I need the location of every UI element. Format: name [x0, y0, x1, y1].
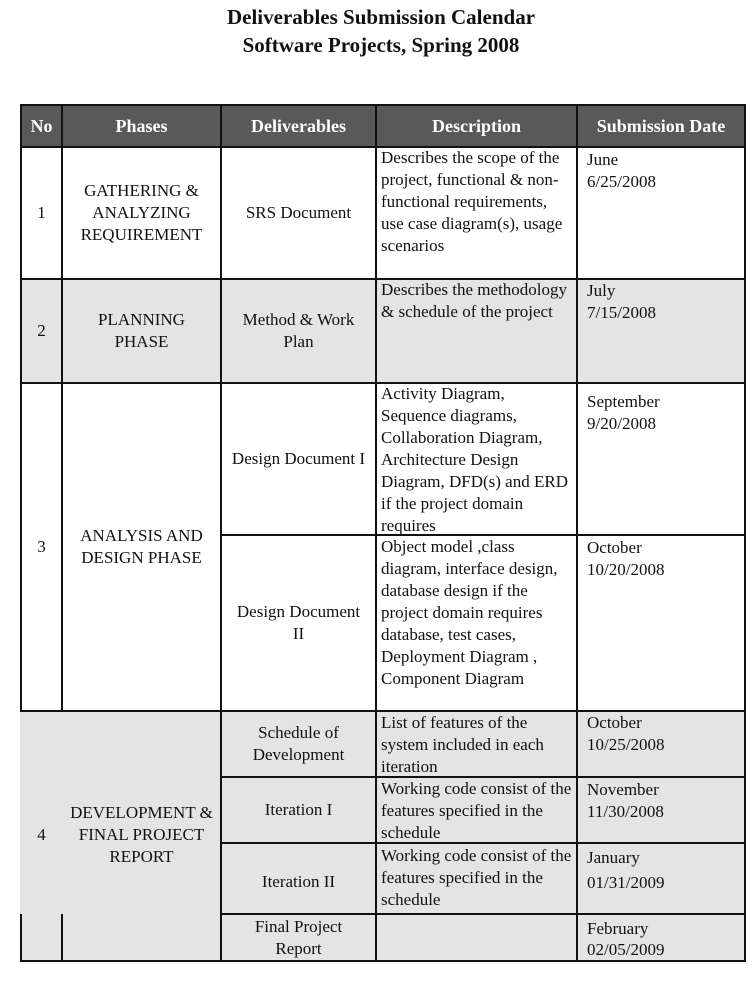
submission-date: 6/25/2008: [587, 172, 656, 191]
submission-month: September: [587, 392, 660, 411]
document-subtitle: Software Projects, Spring 2008: [242, 33, 520, 57]
deliverable-cell: Iteration II: [261, 871, 336, 891]
description-cell: [377, 915, 576, 960]
description-cell: Object model ,class diagram, interface design, database design if the project domain requires database, test cases, Deployment Diagram , Component Diagram: [381, 537, 558, 688]
submission-date: 10/20/2008: [587, 560, 665, 579]
phase-name: ANALYSIS AND DESIGN PHASE: [80, 526, 203, 567]
submission-date: 01/31/2009: [587, 873, 665, 892]
description-cell: Describes the scope of the project, functional & non-functional requirements, use case diagram(s), usage scenarios: [381, 148, 563, 255]
submission-month: November: [587, 780, 659, 799]
header-deliverables: Deliverables: [251, 116, 346, 136]
document-title: Deliverables Submission Calendar: [226, 5, 536, 29]
description-cell: Working code consist of the features specified in the schedule: [381, 779, 572, 842]
submission-date: 11/30/2008: [587, 802, 664, 821]
phase-name: PLANNING PHASE: [98, 310, 185, 351]
column-divider: [61, 914, 63, 962]
phase-name: GATHERING & ANALYZING REQUIREMENT: [80, 181, 203, 244]
submission-month: October: [587, 538, 642, 557]
phase-number: 3: [37, 537, 46, 556]
deliverable-cell: Iteration I: [264, 800, 333, 819]
column-divider: [20, 914, 22, 962]
phase-number: 1: [37, 203, 46, 222]
submission-month: January: [587, 848, 640, 867]
table-border-right: [744, 104, 746, 962]
deliverable-cell: Design Document II: [236, 602, 361, 643]
header-description: Description: [432, 116, 521, 136]
submission-date: 7/15/2008: [587, 303, 656, 322]
description-cell: Activity Diagram, Sequence diagrams, Collaboration Diagram, Architecture Design Diagram, DFD(s) and ERD if the project domain requires: [381, 384, 568, 535]
header-submission-date: Submission Date: [596, 116, 726, 136]
deliverable-cell: Final Project Report: [254, 916, 343, 958]
description-cell: Working code consist of the features specified in the schedule: [381, 846, 572, 909]
deliverable-cell: Design Document I: [231, 449, 366, 468]
description-cell: List of features of the system included in each iteration: [381, 713, 544, 776]
header-no: No: [30, 116, 53, 136]
submission-date: 9/20/2008: [587, 414, 656, 433]
submission-month: July: [587, 281, 616, 300]
submission-date: 10/25/2008: [587, 735, 665, 754]
deliverable-cell: Method & Work Plan: [242, 310, 355, 351]
deliverable-cell: Schedule of Development: [252, 723, 345, 764]
column-divider: [576, 104, 578, 962]
submission-month: June: [587, 150, 619, 169]
phase-number: 2: [37, 321, 46, 340]
description-cell: Describes the methodology & schedule of the project: [381, 280, 568, 321]
submission-month: February: [587, 919, 649, 938]
phase-name: DEVELOPMENT & FINAL PROJECT REPORT: [70, 803, 213, 866]
phase-number: 4: [37, 825, 46, 844]
header-phases: Phases: [115, 116, 168, 136]
submission-date: 02/05/2009: [587, 940, 665, 959]
deliverable-cell: SRS Document: [245, 203, 352, 222]
submission-month: October: [587, 713, 642, 732]
